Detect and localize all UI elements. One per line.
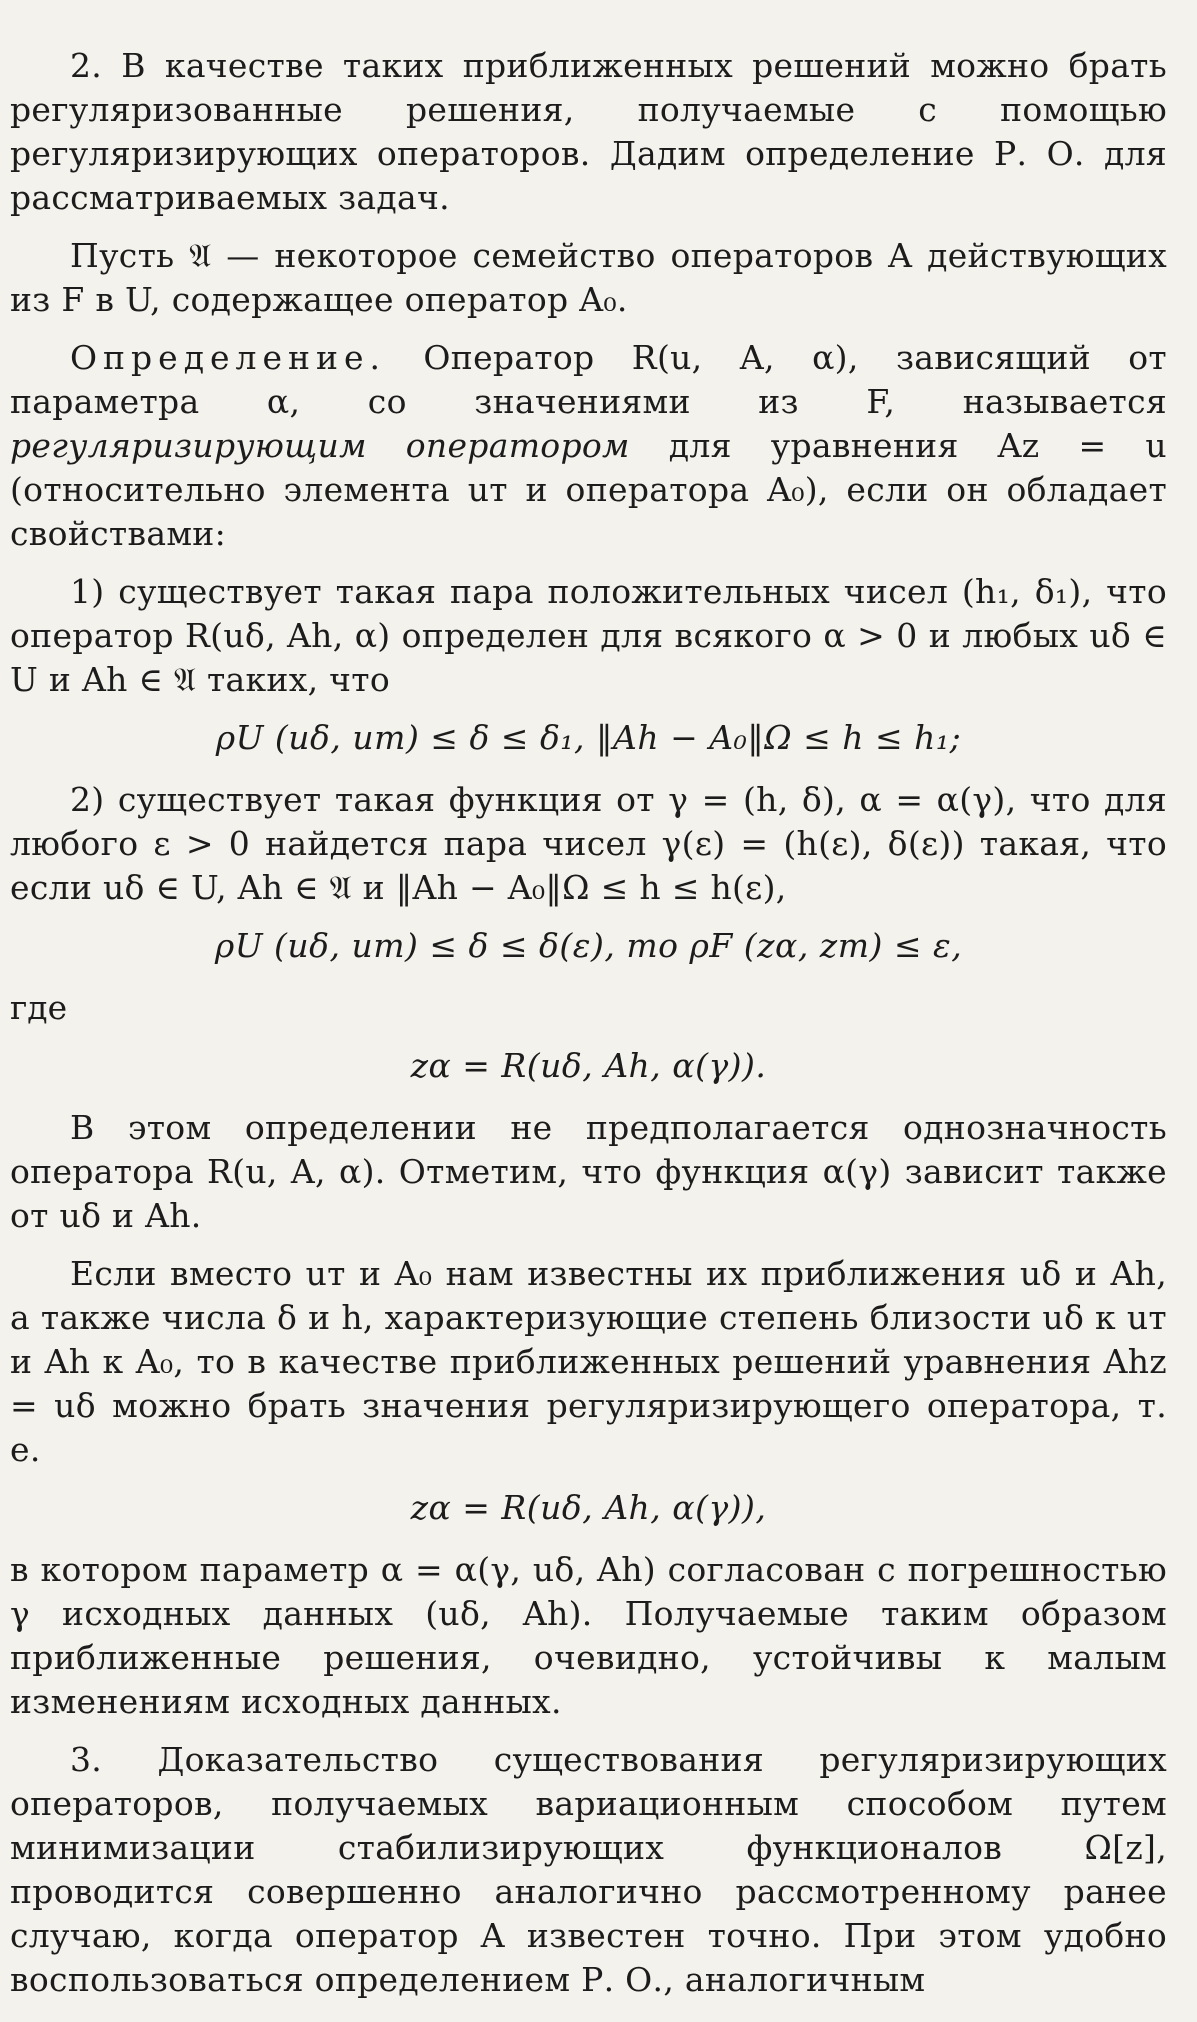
paragraph-3: 3. Доказательство существования регуляризирующих операторов, получаемых вариационным способом путем минимизации стабилизирующих функционалов Ω[z], проводится совершенно аналогично рассмотренному ранее случаю, когда оператор A известен точно. При этом удобно воспользоваться определением Р. О., аналогичным <box>10 1740 1167 1999</box>
paragraph-property-2: 2) существует такая функция от γ = (h, δ), α = α(γ), что для любого ε > 0 найдется пара чисел γ(ε) = (h(ε), δ(ε)) такая, что если uδ ∈ U, Ah ∈ 𝔄 и ‖Ah − A₀‖Ω ≤ h ≤ h(ε), <box>10 780 1167 907</box>
where-label: где <box>10 988 68 1027</box>
paragraph-property-1: 1) существует такая пара положительных чисел (h₁, δ₁), что оператор R(uδ, Ah, α) определен для всякого α > 0 и любых uδ ∈ U и Ah ∈ 𝔄 таких, что <box>10 572 1167 699</box>
definition-term: регуляризирующим оператором <box>10 426 630 465</box>
paragraph-parameter: в котором параметр α = α(γ, uδ, Ah) согласован с погрешностью γ исходных данных (uδ, Ah). Получаемые таким образом приближенные решения, очевидно, устойчивы к малым изменениям исходных данных. <box>10 1550 1167 1721</box>
paragraph-2: Пусть 𝔄 — некоторое семейство операторов A действующих из F в U, содержащее оператор A₀. <box>10 236 1167 319</box>
definition-label: Определение. <box>70 338 387 377</box>
formula-3: zα = R(uδ, Ah, α(γ)). <box>410 1046 767 1085</box>
definition-text-a: Оператор R(u, A, α), зависящий от параметра α, со значениями из F, называется <box>10 338 1167 421</box>
definition-text-b: для уравнения Az = u (относительно элемента uт и оператора A₀), если он обладает свойствами: <box>10 426 1167 553</box>
formula-4: zα = R(uδ, Ah, α(γ)), <box>410 1488 767 1527</box>
paragraph-approximations: Если вместо uт и A₀ нам известны их приближения uδ и Ah, а также числа δ и h, характеризующие степень близости uδ к uт и Ah к A₀, то в качестве приближенных решений уравнения Ahz = uδ можно брать значения регуляризирующего оператора, т. е. <box>10 1254 1167 1469</box>
formula-1: ρU (uδ, uт) ≤ δ ≤ δ₁, ‖Ah − A₀‖Ω ≤ h ≤ h₁; <box>215 718 962 757</box>
paragraph-remark: В этом определении не предполагается однозначность оператора R(u, A, α). Отметим, что функция α(γ) зависит также от uδ и Ah. <box>10 1108 1167 1235</box>
paragraph-definition <box>10 336 1167 556</box>
paragraph-1: 2. В качестве таких приближенных решений можно брать регуляризованные решения, получаемые с помощью регуляризирующих операторов. Дадим определение Р. О. для рассматриваемых задач. <box>10 46 1167 217</box>
formula-2: ρU (uδ, uт) ≤ δ ≤ δ(ε), то ρF (zα, zт) ≤ ε, <box>214 926 963 965</box>
